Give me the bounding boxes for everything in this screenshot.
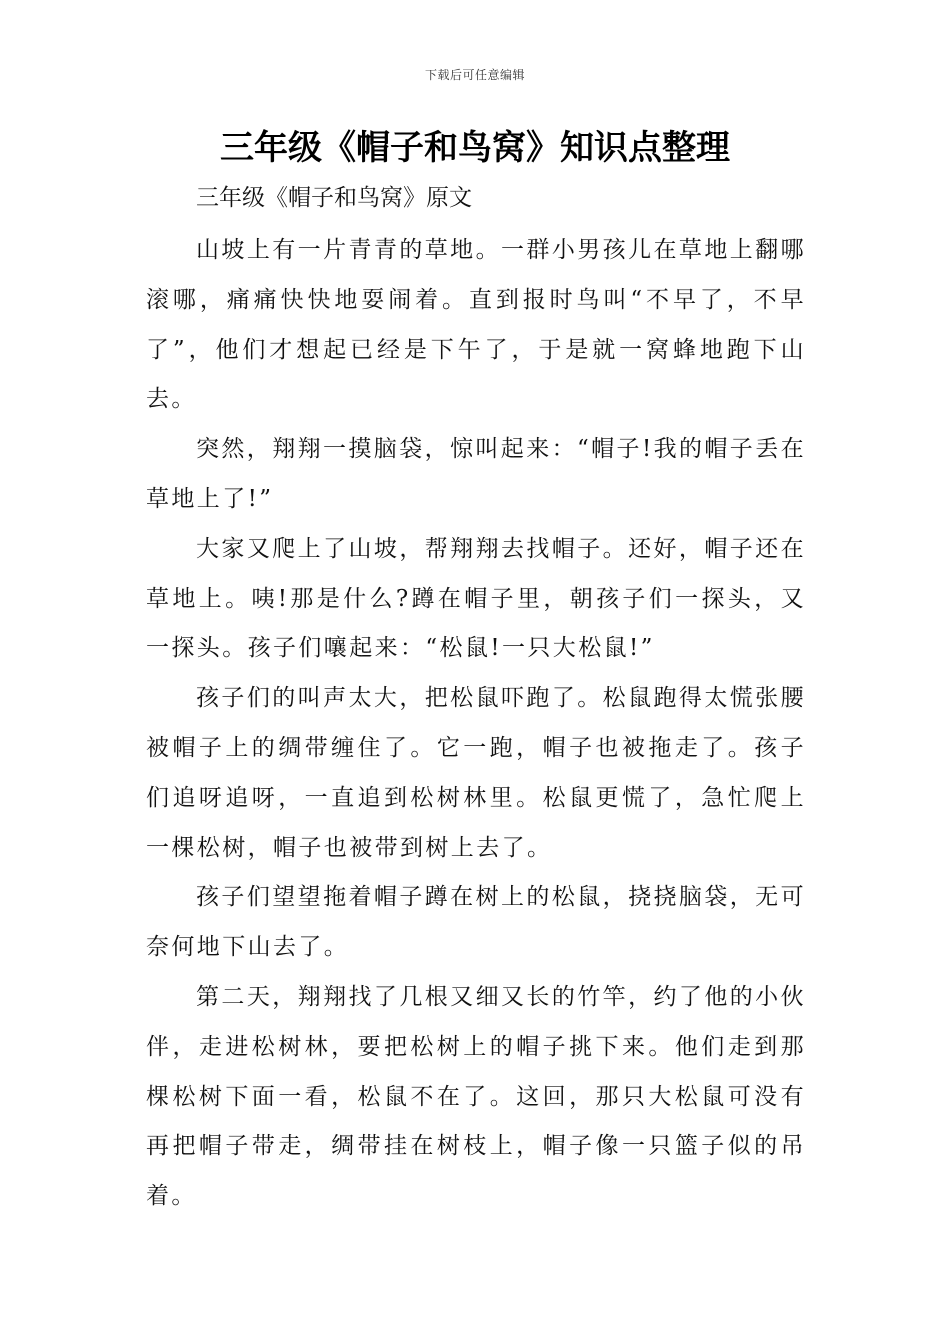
document-title: 三年级《帽子和鸟窝》知识点整理: [220, 128, 730, 168]
document-subtitle: 三年级《帽子和鸟窝》原文: [196, 185, 472, 211]
paragraph: 孩子们望望拖着帽子蹲在树上的松鼠，挠挠脑袋，无可奈何地下山去了。: [146, 884, 806, 961]
paragraph: 孩子们的叫声太大，把松鼠吓跑了。松鼠跑得太慌张腰被帽子上的绸带缠住了。它一跑，帽子也被拖走了。孩子们追呀追呀，一直追到松树林里。松鼠更慌了，急忙爬上一棵松树，帽子也被带到树上去了。: [146, 685, 806, 861]
document-body: [146, 226, 806, 1222]
paragraph: 山坡上有一片青青的草地。一群小男孩儿在草地上翻哪滚哪，痛痛快快地耍闹着。直到报时鸟叫“不早了，不早了”，他们才想起已经是下午了，于是就一窝蜂地跑下山去。: [146, 237, 806, 413]
paragraph: 突然，翔翔一摸脑袋，惊叫起来：“帽子!我的帽子丢在草地上了!”: [146, 436, 807, 512]
header-note: 下载后可任意编辑: [424, 68, 525, 82]
paragraph: 大家又爬上了山坡，帮翔翔去找帽子。还好，帽子还在草地上。咦!那是什么?蹲在帽子里，朝孩子们一探头，又一探头。孩子们嚷起来：“松鼠!一只大松鼠!”: [146, 535, 806, 662]
paragraph: 第二天，翔翔找了几根又细又长的竹竿，约了他的小伙伴，走进松树林，要把松树上的帽子挑下来。他们走到那棵松树下面一看，松鼠不在了。这回，那只大松鼠可没有再把帽子带走，绸带挂在树枝上，帽子像一只篮子似的吊着。: [146, 983, 806, 1210]
